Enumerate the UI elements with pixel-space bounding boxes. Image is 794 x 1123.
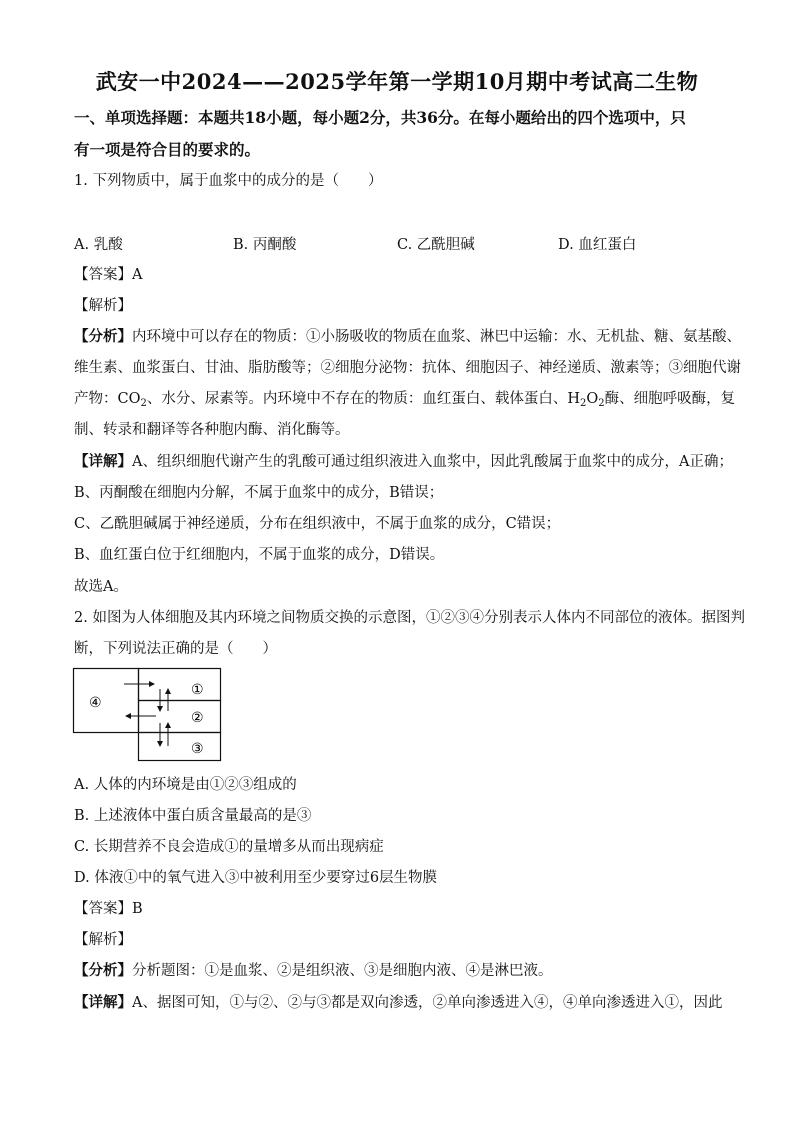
q2-analysis-label: 【解析】 bbox=[74, 932, 132, 948]
page-title: 武安一中2024——2025学年第一学期10月期中考试高二生物 bbox=[95, 69, 699, 94]
q1-option-c: C. 乙酰胆碱 bbox=[397, 237, 475, 253]
q1-fenxi-sub-1: 2 bbox=[140, 398, 147, 409]
q2-option-d: D. 体液①中的氧气进入③中被利用至少要穿过6层生物膜 bbox=[74, 870, 438, 886]
q1-analysis-label: 【解析】 bbox=[74, 298, 132, 314]
label-fluid-3: ③ bbox=[191, 741, 204, 757]
q2-option-b: B. 上述液体中蛋白质含量最高的是③ bbox=[74, 808, 312, 824]
q1-fenxi-sub-3: 2 bbox=[598, 398, 605, 409]
label-fluid-1: ① bbox=[191, 682, 204, 698]
section-heading-line-1: 一、单项选择题：本题共18小题，每小题2分，共36分。在每小题给出的四个选项中，只 bbox=[74, 108, 686, 127]
q1-option-d: D. 血红蛋白 bbox=[558, 237, 637, 253]
q1-xiangjie-line-2: B、丙酮酸在细胞内分解，不属于血浆中的成分，B错误； bbox=[74, 485, 444, 501]
label-fluid-4: ④ bbox=[89, 695, 102, 711]
q2-fenxi-tag: 【分析】 bbox=[74, 962, 132, 979]
q1-fenxi-line-4: 制、转录和翻译等各种胞内酶、消化酶等。 bbox=[74, 422, 350, 438]
q1-fenxi-text-3a: 产物：CO bbox=[74, 391, 141, 407]
q2-option-c: C. 长期营养不良会造成①的量增多从而出现病症 bbox=[74, 839, 384, 855]
q1-fenxi-line-3 bbox=[74, 389, 736, 414]
body-fluid-exchange-diagram bbox=[72, 667, 224, 763]
q2-xiangjie-line bbox=[74, 993, 724, 1013]
label-fluid-2: ② bbox=[191, 710, 204, 726]
q1-fenxi-tag: 【分析】 bbox=[74, 328, 132, 345]
q2-stem-line-2: 断，下列说法正确的是（ ） bbox=[74, 641, 277, 657]
q2-xiangjie-text: A、据图可知，①与②、②与③都是双向渗透，②单向渗透进入④，④单向渗透进入①，因此 bbox=[132, 995, 723, 1011]
q2-fenxi-line bbox=[74, 961, 724, 981]
q1-fenxi-text-3b: 、水分、尿素等。内环境中不存在的物质：血红蛋白、载体蛋白、H bbox=[146, 391, 581, 407]
q1-answer: 【答案】A bbox=[74, 267, 143, 283]
q2-option-a: A. 人体的内环境是由①②③组成的 bbox=[74, 777, 297, 793]
fluid-3-box bbox=[139, 733, 221, 761]
q1-stem: 1. 下列物质中，属于血浆中的成分的是（ ） bbox=[74, 173, 383, 189]
q1-xiangjie-line-1 bbox=[74, 452, 733, 472]
fluid-4-box bbox=[74, 669, 139, 733]
q1-fenxi-sub-2: 2 bbox=[580, 398, 587, 409]
q1-xiangjie-tag: 【详解】 bbox=[74, 453, 132, 470]
q1-fenxi-text-3d: 酶、细胞呼吸酶，复 bbox=[604, 391, 736, 407]
q2-xiangjie-tag: 【详解】 bbox=[74, 994, 132, 1011]
q2-stem-line-1: 2. 如图为人体细胞及其内环境之间物质交换的示意图，①②③④分别表示人体内不同部位的液体。据图判 bbox=[74, 610, 745, 626]
q1-fenxi-text-1: 内环境中可以存在的物质：①小肠吸收的物质在血浆、淋巴中运输：水、无机盐、糖、氨基酸、 bbox=[132, 329, 741, 345]
q1-xiangjie-line-4: B、血红蛋白位于红细胞内，不属于血浆的成分，D错误。 bbox=[74, 547, 445, 563]
q2-answer: 【答案】B bbox=[74, 901, 143, 917]
q1-fenxi-line-1 bbox=[74, 327, 741, 347]
q1-fenxi-line-2: 维生素、血浆蛋白、甘油、脂肪酸等；②细胞分泌物：抗体、细胞因子、神经递质、激素等；③细胞代谢 bbox=[74, 360, 741, 376]
q1-option-a: A. 乳酸 bbox=[74, 237, 123, 253]
section-heading-line-2: 有一项是符合目的要求的。 bbox=[74, 140, 261, 159]
q1-conclusion: 故选A。 bbox=[74, 579, 128, 595]
q2-fenxi-text: 分析题图：①是血浆、②是组织液、③是细胞内液、④是淋巴液。 bbox=[132, 963, 553, 979]
q1-fenxi-text-3c: O bbox=[586, 391, 599, 407]
q1-option-b: B. 丙酮酸 bbox=[233, 237, 297, 253]
q1-xiangjie-line-3: C、乙酰胆碱属于神经递质，分布在组织液中，不属于血浆的成分，C错误； bbox=[74, 516, 561, 532]
q1-xiangjie-text-1: A、组织细胞代谢产生的乳酸可通过组织液进入血浆中，因此乳酸属于血浆中的成分，A正确； bbox=[132, 454, 733, 470]
